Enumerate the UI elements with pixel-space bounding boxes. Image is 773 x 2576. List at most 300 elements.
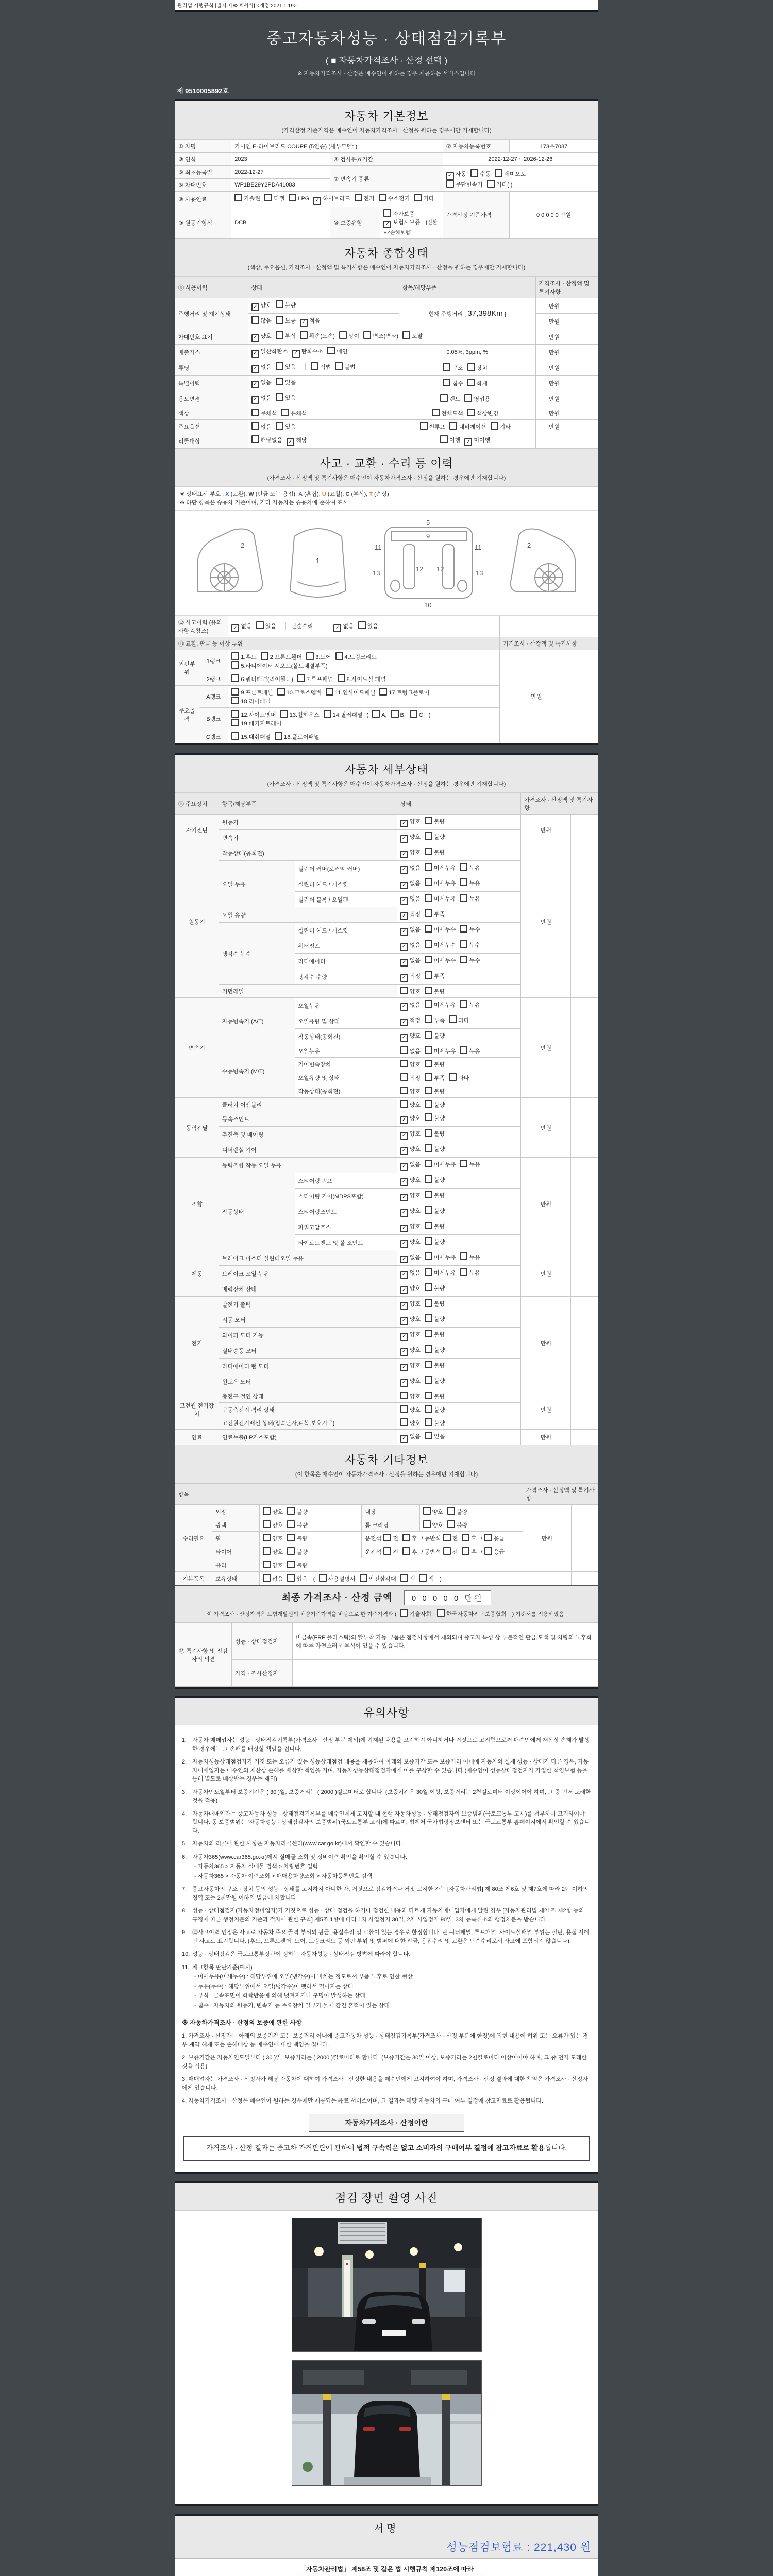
- table-row: 색상 무채색 유채색 전체도색 색상변경 만원: [175, 406, 598, 420]
- checkbox-unchecked[interactable]: [276, 362, 283, 370]
- checkbox-unchecked[interactable]: [400, 987, 408, 994]
- final-price-label: 최종 가격조사 · 산정 금액: [281, 1592, 393, 1603]
- checkbox-unchecked[interactable]: [425, 1376, 432, 1384]
- table-row: B랭크 12.사이드멤버 13.휠하우스 14.필러패널 ( A, B, C ) 19.패키지트레이: [175, 708, 598, 730]
- checkbox-unchecked[interactable]: [231, 688, 239, 696]
- document-header: [175, 12, 598, 99]
- checkbox-unchecked[interactable]: [379, 688, 387, 696]
- checkbox-unchecked[interactable]: [400, 1405, 408, 1413]
- checkbox-checked[interactable]: ✓: [300, 319, 308, 327]
- inspector-opinion-table: [175, 1622, 598, 1687]
- price-notice-item: 3. 매매업자는 가격조사 · 산정자가 해당 자동차에 대하여 가격조사 · 산정한 내용을 매수인에게 고지하여야 하며, 가격조사 · 산정 결과에 대한 책임은 가격조사 · 산정자에게 있습니다.: [182, 2076, 588, 2091]
- checkbox-unchecked[interactable]: [335, 362, 343, 370]
- checkbox-checked[interactable]: ✓: [400, 1034, 408, 1042]
- checkbox-checked[interactable]: ✓: [446, 172, 454, 180]
- table-row: 작동상태 스티어링 펌프 ✓ 양호 불량: [175, 1173, 598, 1189]
- checkbox-unchecked[interactable]: [280, 710, 288, 718]
- checkbox-unchecked[interactable]: [297, 674, 305, 682]
- table-row: 고전원전기배선 상태(접속단자,피복,보호기구) 양호 불량: [175, 1416, 598, 1430]
- checkbox-unchecked[interactable]: [460, 1046, 467, 1054]
- checkbox-checked[interactable]: ✓: [400, 1019, 408, 1026]
- checkbox-checked[interactable]: ✓: [400, 1317, 408, 1325]
- checkbox-checked[interactable]: ✓: [400, 959, 408, 967]
- checkbox-checked[interactable]: ✓: [400, 974, 408, 982]
- checkbox-unchecked[interactable]: [425, 1129, 432, 1137]
- checkbox-unchecked[interactable]: [425, 940, 432, 948]
- checkbox-unchecked[interactable]: [462, 1534, 469, 1541]
- checkbox-unchecked[interactable]: [425, 1299, 432, 1307]
- checkbox-unchecked[interactable]: [263, 1507, 271, 1515]
- checkbox-unchecked[interactable]: [319, 1574, 327, 1582]
- photo-area: [175, 2211, 598, 2504]
- checkbox-unchecked[interactable]: [460, 1268, 467, 1276]
- checkbox-checked[interactable]: ✓: [400, 1147, 408, 1155]
- checkbox-checked[interactable]: ✓: [400, 866, 408, 874]
- checkbox-unchecked[interactable]: [449, 1015, 457, 1023]
- checkbox-unchecked[interactable]: [425, 817, 432, 824]
- checkbox-unchecked[interactable]: [287, 1561, 295, 1568]
- checkbox-unchecked[interactable]: [360, 1574, 367, 1582]
- checkbox-unchecked[interactable]: [400, 1087, 408, 1094]
- vehicle-diagram-area: [175, 511, 598, 616]
- checkbox-unchecked[interactable]: [491, 422, 498, 430]
- table-row: C랭크 15.대쉬패널 16.플로어패널: [175, 730, 598, 743]
- inspection-fee: 성능점검보험료 : 221,430 원: [446, 2541, 591, 2553]
- checkbox-unchecked[interactable]: [440, 394, 448, 402]
- table-row: 라디에이터 팬 모터 ✓ 양호 불량: [175, 1359, 598, 1374]
- checkbox-unchecked[interactable]: [400, 1418, 408, 1426]
- checkbox-unchecked[interactable]: [425, 894, 432, 902]
- checkbox-unchecked[interactable]: [425, 1073, 432, 1081]
- checkbox-checked[interactable]: ✓: [251, 396, 259, 404]
- checkbox-checked[interactable]: ✓: [231, 624, 239, 632]
- notice-item: 4. 자동차매매업자는 중고자동차 성능 · 상태점검기록부를 매수인에게 고지할 때 현행 자동차성능 · 상태점검자의 보증범위(국토교통부 고시)를 첨부하여 고지하여야 합니다. 동 보증범위는 '자동차성능 · 상태점검자의 보증범위'(국토교통부 고시)에 따르며, 법제처 국가법령정보센터 또는 국토교통부 홈페이지에서 확인할 수 있습니다.: [182, 1810, 590, 1834]
- table-row: 변속기 자동변속기 (A/T) 오일누유 ✓ 없음 미세누유 누유 만원: [175, 998, 598, 1013]
- sheet-detail: [175, 753, 598, 1689]
- checkbox-unchecked[interactable]: [460, 894, 467, 902]
- checkbox-checked[interactable]: ✓: [251, 350, 259, 358]
- sheet-sign: [175, 2514, 598, 2576]
- checkbox-unchecked[interactable]: [467, 363, 475, 371]
- checkbox-unchecked[interactable]: [402, 331, 410, 339]
- checkbox-checked[interactable]: ✓: [400, 928, 408, 936]
- checkbox-unchecked[interactable]: [327, 347, 335, 354]
- checkbox-unchecked[interactable]: [276, 393, 283, 401]
- checkbox-unchecked[interactable]: [464, 394, 472, 402]
- checkbox-unchecked[interactable]: [263, 1547, 271, 1555]
- checkbox-unchecked[interactable]: [425, 848, 432, 855]
- checkbox-unchecked[interactable]: [460, 1000, 467, 1008]
- checkbox-unchecked[interactable]: [425, 1087, 432, 1094]
- checkbox-unchecked[interactable]: [231, 652, 239, 660]
- checkbox-checked[interactable]: ✓: [400, 820, 408, 827]
- checkbox-checked[interactable]: ✓: [400, 1240, 408, 1248]
- checkbox-unchecked[interactable]: [311, 362, 318, 370]
- checkbox-unchecked[interactable]: [425, 1330, 432, 1337]
- table-row: 시동 모터 ✓ 양호 불량: [175, 1312, 598, 1328]
- checkbox-unchecked[interactable]: [231, 732, 239, 740]
- checkbox-unchecked[interactable]: [276, 331, 283, 339]
- checkbox-unchecked[interactable]: [281, 409, 289, 416]
- checkbox-unchecked[interactable]: [287, 1520, 295, 1528]
- table-row: ⑤ 최초등록일 2022-12-27 ⑦ 변속기 종류 ✓ 자동 수동 세미오토 무단변속기 기타( ): [175, 166, 598, 179]
- checkbox-unchecked[interactable]: [460, 925, 467, 933]
- checkbox-unchecked[interactable]: [400, 1060, 408, 1067]
- checkbox-unchecked[interactable]: [287, 1507, 295, 1515]
- checkbox-unchecked[interactable]: [425, 863, 432, 871]
- checkbox-unchecked[interactable]: [462, 1547, 469, 1555]
- checkbox-checked[interactable]: ✓: [400, 1286, 408, 1294]
- checkbox-unchecked[interactable]: [447, 1520, 455, 1528]
- checkbox-unchecked[interactable]: [425, 1000, 432, 1008]
- law-confirmation: 「자동차관리법」 제58조 및 같은 법 시행규칙 제120조에 따라: [175, 2559, 598, 2576]
- table-row: 오일 누유 실린더 커버(로커암 커버) ✓ 없음 미세누유 누유: [175, 861, 598, 876]
- checkbox-checked[interactable]: ✓: [400, 1209, 408, 1217]
- checkbox-unchecked[interactable]: [231, 661, 239, 669]
- checkbox-unchecked[interactable]: [460, 1160, 467, 1167]
- checkbox-unchecked[interactable]: [425, 1015, 432, 1023]
- table-row: 용도변경 ✓ 없음 있음 렌트 영업용 만원: [175, 391, 598, 406]
- checkbox-unchecked[interactable]: [425, 1345, 432, 1353]
- table-row: 특별이력 ✓ 없음 있음 침수 화재 만원: [175, 376, 598, 391]
- checkbox-checked[interactable]: ✓: [383, 221, 391, 228]
- checkbox-unchecked[interactable]: [425, 878, 432, 886]
- checkbox-unchecked[interactable]: [263, 1520, 271, 1528]
- checkbox-unchecked[interactable]: [425, 971, 432, 979]
- table-row: 스티어링조인트 ✓ 양호 불량: [175, 1204, 598, 1219]
- checkbox-unchecked[interactable]: [419, 1574, 427, 1582]
- table-row: 워터펌프 ✓ 없음 미세누수 누수: [175, 938, 598, 954]
- form-regulation-note: 관리법 시행규칙 [별지 제82호서식] <개정 2021.1.19>: [175, 0, 598, 12]
- checkbox-unchecked[interactable]: [449, 422, 457, 430]
- checkbox-unchecked[interactable]: [276, 316, 283, 324]
- checkbox-unchecked[interactable]: [487, 180, 495, 188]
- checkbox-checked[interactable]: ✓: [400, 1379, 408, 1387]
- checkbox-unchecked[interactable]: [338, 674, 345, 682]
- checkbox-checked[interactable]: ✓: [400, 835, 408, 843]
- checkbox-unchecked[interactable]: [425, 1405, 432, 1413]
- checkbox-checked[interactable]: ✓: [251, 365, 259, 373]
- checkbox-unchecked[interactable]: [420, 422, 428, 430]
- checkbox-unchecked[interactable]: [425, 925, 432, 933]
- table-row: 파워고압호스 ✓ 양호 불량: [175, 1219, 598, 1235]
- checkbox-unchecked[interactable]: [425, 987, 432, 994]
- checkbox-unchecked[interactable]: [383, 1534, 391, 1541]
- checkbox-unchecked[interactable]: [355, 194, 362, 201]
- table-row: ⑨ 원동기형식 DCB ⑩ 보증유형 자가보증✓ 보험사보증 [신한EZ손해보험]: [175, 207, 598, 239]
- table-row: 실린더 헤드 / 개스킷 ✓ 없음 미세누유 누유: [175, 876, 598, 892]
- checkbox-unchecked[interactable]: [423, 1507, 431, 1515]
- checkbox-unchecked[interactable]: [449, 1073, 457, 1081]
- table-row: 라디에이터 ✓ 없음 미세누수 누수: [175, 954, 598, 969]
- checkbox-unchecked[interactable]: [400, 1392, 408, 1399]
- checkbox-checked[interactable]: ✓: [313, 197, 321, 205]
- checkbox-unchecked[interactable]: [335, 652, 343, 660]
- checkbox-unchecked[interactable]: [425, 1046, 432, 1054]
- checkbox-unchecked[interactable]: [484, 1534, 492, 1541]
- checkbox-unchecked[interactable]: [425, 1113, 432, 1121]
- checkbox-unchecked[interactable]: [263, 1561, 271, 1568]
- sign-band: [175, 2516, 598, 2559]
- checkbox-unchecked[interactable]: [261, 652, 268, 660]
- checkbox-unchecked[interactable]: [425, 832, 432, 840]
- checkbox-unchecked[interactable]: [400, 1046, 408, 1054]
- checkbox-unchecked[interactable]: [425, 909, 432, 917]
- checkbox-unchecked[interactable]: [425, 1361, 432, 1368]
- checkbox-unchecked[interactable]: [443, 1547, 451, 1555]
- checkbox-unchecked[interactable]: [363, 331, 371, 339]
- checkbox-checked[interactable]: ✓: [251, 303, 259, 311]
- final-price-band: [175, 1585, 598, 1622]
- checkbox-unchecked[interactable]: [326, 688, 333, 696]
- vehicle-damage-diagram: [183, 514, 590, 612]
- checkbox-checked[interactable]: ✓: [400, 1225, 408, 1232]
- final-price-note: 이 가격조사 · 산정가격은 보험개발원의 차량기준가액을 바탕으로 한 기준가격과 ( 기술사회, 한국자동차진단보증협회 ) 기준서를 적용하였음: [178, 1609, 595, 1618]
- checkbox-unchecked[interactable]: [425, 1031, 432, 1039]
- checkbox-unchecked[interactable]: [400, 1609, 408, 1617]
- inspection-photo-rear: [292, 2360, 482, 2486]
- checkbox-unchecked[interactable]: [400, 1574, 408, 1582]
- checkbox-unchecked[interactable]: [287, 1574, 295, 1582]
- checkbox-checked[interactable]: ✓: [400, 1163, 408, 1171]
- checkbox-unchecked[interactable]: [400, 1073, 408, 1081]
- checkbox-checked[interactable]: ✓: [333, 624, 341, 632]
- checkbox-checked[interactable]: ✓: [400, 1435, 408, 1443]
- checkbox-checked[interactable]: ✓: [400, 912, 408, 920]
- checkbox-unchecked[interactable]: [231, 710, 239, 718]
- table-row: 전기 발전기 출력 ✓ 양호 불량 만원: [175, 1297, 598, 1312]
- table-row: 원동기 작동상태(공회전) ✓ 양호 불량 만원: [175, 845, 598, 861]
- checkbox-checked[interactable]: ✓: [400, 1194, 408, 1201]
- checkbox-unchecked[interactable]: [425, 1100, 432, 1108]
- checkbox-unchecked[interactable]: [277, 688, 285, 696]
- checkbox-unchecked[interactable]: [446, 180, 454, 188]
- checkbox-unchecked[interactable]: [372, 710, 380, 718]
- checkbox-unchecked[interactable]: [425, 1268, 432, 1276]
- checkbox-unchecked[interactable]: [402, 1534, 410, 1541]
- checkbox-unchecked[interactable]: [324, 710, 331, 718]
- checkbox-unchecked[interactable]: [443, 1534, 451, 1541]
- table-row: 수동변속기 (M/T) 오일누유 없음 미세누유 누유: [175, 1044, 598, 1058]
- damage-code: C: [345, 491, 350, 497]
- table-row: ① 차명 카이엔 E-하이브리드 COUPE (5인승) (세부모델: ) ② 자동차등록번호 173우7087: [175, 140, 598, 153]
- checkbox-unchecked[interactable]: [339, 331, 347, 339]
- notice-item: 8. 성능 · 상태점검자(자동차정비업자)가 거짓으로 성능 · 상태 점검을 하거나 점검한 내용과 다르게 자동차매매업자에게 알린 경우 [자동차관리법 제21조 제2항 등의 규정에 따른 행정처분의 기준과 절차에 관한 규칙] 제5조 1항에 따라 1차 사업정지 30일, 2차 사업정지 90일, 3차 등록취소의 행정처분을 받습니다.: [182, 1908, 584, 1923]
- notice-items: [182, 1736, 591, 2010]
- checkbox-unchecked[interactable]: [425, 1237, 432, 1245]
- table-row: 많음 보통 ✓ 적음 만원: [175, 314, 598, 329]
- table-row: 추진축 및 베어링 ✓ 양호 불량: [175, 1127, 598, 1142]
- table-row: 동력전달 클러치 어셈블리 양호 불량 만원: [175, 1098, 598, 1111]
- page-title: 중고자동차성능 · 상태점검기록부: [266, 30, 507, 47]
- checkbox-checked[interactable]: ✓: [400, 1271, 408, 1279]
- checkbox-checked[interactable]: ✓: [400, 1116, 408, 1124]
- checkbox-unchecked[interactable]: [484, 1547, 492, 1555]
- checkbox-checked[interactable]: ✓: [251, 381, 259, 388]
- checkbox-checked[interactable]: ✓: [400, 851, 408, 858]
- checkbox-unchecked[interactable]: [425, 1222, 432, 1229]
- checkbox-unchecked[interactable]: [276, 378, 283, 385]
- table-row: 브레이크 오일 누유 ✓ 없음 미세누유 누유: [175, 1266, 598, 1281]
- diagram-number: 13: [476, 569, 483, 577]
- checkbox-unchecked[interactable]: [287, 1547, 295, 1555]
- section-basic-title: 자동차 기본정보 (가격산정 기준가격은 매수인이 자동차가격조사 · 산정을 원하는 경우에만 기재합니다): [175, 101, 598, 140]
- checkbox-checked[interactable]: ✓: [400, 1348, 408, 1356]
- diagram-number: 2: [241, 541, 245, 549]
- table-row: 오일 유량 ✓ 적정 부족: [175, 907, 598, 923]
- checkbox-unchecked[interactable]: [425, 1175, 432, 1183]
- checkbox-unchecked[interactable]: [447, 1507, 455, 1515]
- damage-code: X: [225, 491, 229, 497]
- checkbox-unchecked[interactable]: [414, 194, 422, 201]
- checkbox-unchecked[interactable]: [460, 863, 467, 871]
- table-row: 고전원 전기장치 충전구 절연 상태 양호 불량 만원: [175, 1389, 598, 1403]
- price-notice-title: ※ 자동차가격조사 · 산정의 보증에 관한 사항: [182, 2019, 302, 2026]
- checkbox-unchecked[interactable]: [440, 435, 448, 443]
- checkbox-unchecked[interactable]: [467, 379, 475, 386]
- damage-code-legend: ※ 상태표시 부호 : X (교환), W (판금 또는 용접), A (흠집), U (요철), C (부식), T (손상) ※ 하단 항목은 승용차 기준이며, 기타 자동차는 승용차에 준하여 표시: [175, 487, 598, 511]
- checkbox-unchecked[interactable]: [251, 435, 259, 443]
- table-row: 오일유량 및 상태 적정 부족 과다: [175, 1071, 598, 1084]
- checkbox-unchecked[interactable]: [410, 710, 417, 718]
- checkbox-unchecked[interactable]: [467, 409, 475, 416]
- checkbox-unchecked[interactable]: [425, 1060, 432, 1067]
- table-row: ⑧ 사용연료 가솔린 디젤 LPG ✓ 하이브리드 전기 수소전기 기타 가격산정 기준가격 0 0 0 0 0 만원: [175, 192, 598, 207]
- checkbox-unchecked[interactable]: [231, 697, 239, 704]
- checkbox-checked[interactable]: ✓: [292, 350, 300, 358]
- checkbox-unchecked[interactable]: [231, 719, 239, 726]
- checkbox-unchecked[interactable]: [470, 169, 478, 177]
- checkbox-unchecked[interactable]: [276, 300, 283, 308]
- checkbox-unchecked[interactable]: [460, 956, 467, 963]
- checkbox-unchecked[interactable]: [379, 194, 386, 201]
- checkbox-checked[interactable]: ✓: [400, 1333, 408, 1341]
- table-row: 등속조인트 ✓ 양호 불량: [175, 1111, 598, 1127]
- checkbox-unchecked[interactable]: [300, 331, 308, 339]
- detail-state-table: [175, 793, 598, 1445]
- checkbox-unchecked[interactable]: [251, 409, 259, 416]
- checkbox-unchecked[interactable]: [443, 379, 450, 386]
- checkbox-unchecked[interactable]: [425, 956, 432, 963]
- checkbox-unchecked[interactable]: [425, 1432, 432, 1439]
- checkbox-unchecked[interactable]: [383, 1547, 391, 1555]
- table-row: ⑪ 사용이력 상태 항목/해당부품 가격조사 · 산정액 및 특기사항: [175, 277, 598, 298]
- checkbox-unchecked[interactable]: [425, 1283, 432, 1291]
- checkbox-checked[interactable]: ✓: [400, 1178, 408, 1186]
- page-subtitle: ( ■ 자동차가격조사 · 산정 선택 ): [325, 56, 448, 65]
- checkbox-checked[interactable]: ✓: [400, 1003, 408, 1011]
- checkbox-unchecked[interactable]: [425, 1191, 432, 1198]
- checkbox-unchecked[interactable]: [402, 1547, 410, 1555]
- checkbox-unchecked[interactable]: [425, 1206, 432, 1214]
- damage-code: U: [322, 491, 326, 497]
- table-row: 배출가스 ✓ 일산화탄소 ✓ 탄화수소 매연 0.05%, 3ppm, % 만원: [175, 345, 598, 360]
- service-note: ※ 자동차가격조사 · 산정은 매수인이 원하는 경우 제공하는 서비스입니다: [297, 71, 476, 77]
- sheet-photos: [175, 2181, 598, 2506]
- checkbox-unchecked[interactable]: [400, 1100, 408, 1108]
- checkbox-unchecked[interactable]: [358, 621, 366, 629]
- diagram-number: 10: [424, 601, 432, 609]
- checkbox-unchecked[interactable]: [256, 621, 264, 629]
- checkbox-unchecked[interactable]: [287, 1534, 295, 1541]
- table-row: 구동축전지 격리 상태 양호 불량: [175, 1403, 598, 1416]
- checkbox-unchecked[interactable]: [263, 1574, 271, 1582]
- table-row: 광택 양호 불량 룸 크리닝 양호 불량: [175, 1518, 598, 1532]
- checkbox-unchecked[interactable]: [460, 1252, 467, 1260]
- price-notice-item: 4. 자동차가격조사 · 산정은 매수인이 원하는 경우에만 제공되는 유료 서비스이며, 그 결과는 해당 자동차의 구매 여부 결정에 참고자료로 활용됩니다.: [182, 2098, 543, 2104]
- basic-info-table: [175, 140, 598, 239]
- checkbox-unchecked[interactable]: [391, 710, 399, 718]
- table-row: 타이로드엔드 및 볼 조인트 ✓ 양호 불량: [175, 1235, 598, 1250]
- checkbox-checked[interactable]: ✓: [287, 438, 294, 446]
- table-row: 와이퍼 모터 기능 ✓ 양호 불량: [175, 1328, 598, 1343]
- checkbox-checked[interactable]: ✓: [464, 438, 472, 446]
- table-row: 기본품목 보유상태 없음 있음 ( 사용설명서 안전삼각대 잭 잭 ): [175, 1572, 598, 1585]
- checkbox-checked[interactable]: ✓: [251, 334, 259, 342]
- checkbox-unchecked[interactable]: [443, 363, 450, 371]
- table-row: 주행거리 및 계기상태 ✓ 양호 불량 현재 주행거리 [ 37,398Km ] 만원: [175, 298, 598, 314]
- price-notice-item: 2. 보증기간은 자동차인도일부터 ( 30 )일, 보증거리는 ( 2000 )킬로미터로 합니다. (보증기간은 30일 이상, 보증거리는 2천킬로미터 이상이어야 하며, 그 중 먼저 도래한 것을 적용): [182, 2055, 587, 2070]
- inspection-photo-front: [292, 2218, 482, 2352]
- checkbox-unchecked[interactable]: [264, 194, 272, 201]
- notice-item: 10. 성능 · 상태점검은 국토교통부장관이 정하는 자동차성능 · 상태점검 방법에 따라야 합니다.: [182, 1951, 411, 1957]
- checkbox-checked[interactable]: ✓: [400, 1364, 408, 1371]
- table-row: 제동 브레이크 마스터 실린더오일 누유 ✓ 없음 미세누유 누유 만원: [175, 1250, 598, 1266]
- checkbox-unchecked[interactable]: [425, 1392, 432, 1399]
- table-row: 타이어 양호 불량 운전석 전 후 / 동반석 전 후 / 응급: [175, 1545, 598, 1558]
- checkbox-unchecked[interactable]: [251, 422, 259, 430]
- table-row: 스티어링 기어(MDPS포함) ✓ 양호 불량: [175, 1189, 598, 1204]
- checkbox-checked[interactable]: ✓: [400, 1302, 408, 1310]
- checkbox-unchecked[interactable]: [432, 409, 440, 416]
- checkbox-unchecked[interactable]: [425, 1144, 432, 1152]
- checkbox-unchecked[interactable]: [425, 1314, 432, 1322]
- price-notice-item: 1. 가격조사 · 산정자는 아래의 보증기간 또는 보증거리 이내에 중고자동차 성능 · 상태점검기록부(가격조사 · 산정 부분에 한정)에 적힌 내용에 허위 또는 오류가 있는 경우 계약 해제 또는 손해배상 등 매수인에 대한 책임을 집니다.: [182, 2033, 589, 2048]
- checkbox-unchecked[interactable]: [383, 209, 391, 217]
- notice-item: 7. 중고자동차의 구조 · 장치 등의 성능 · 상태를 고지하지 아니한 자, 거짓으로 점검하거나 거짓 고지한 자는 [자동차관리법] 제 80조 제6호 및 제7호에 따라 2년 이하의 징역 또는 2천만원 이하의 벌금에 처합니다.: [182, 1886, 589, 1901]
- table-row: 냉각수 누수 실린더 헤드 / 개스킷 ✓ 없음 미세누수 누수: [175, 923, 598, 938]
- checkbox-checked[interactable]: ✓: [400, 943, 408, 951]
- checkbox-checked[interactable]: ✓: [400, 897, 408, 905]
- checkbox-unchecked[interactable]: [423, 1520, 431, 1528]
- checkbox-unchecked[interactable]: [276, 422, 283, 430]
- checkbox-unchecked[interactable]: [289, 194, 296, 201]
- checkbox-unchecked[interactable]: [306, 652, 314, 660]
- checkbox-checked[interactable]: ✓: [400, 1256, 408, 1263]
- checkbox-unchecked[interactable]: [263, 1534, 271, 1541]
- diagram-number: 9: [426, 532, 430, 540]
- damage-code: A: [298, 491, 303, 497]
- table-row: 자기진단 원동기 ✓ 양호 불량 만원: [175, 815, 598, 830]
- checkbox-unchecked[interactable]: [437, 1609, 445, 1617]
- table-row: 휠 양호 불량 운전석 전 후 / 동반석 전 후 / 응급: [175, 1532, 598, 1545]
- checkbox-unchecked[interactable]: [460, 940, 467, 948]
- checkbox-unchecked[interactable]: [231, 674, 239, 682]
- checkbox-unchecked[interactable]: [425, 1252, 432, 1260]
- table-row: 외판부위 1랭크 1.후드 2.프론트휀더 3.도어 4.트렁크리드 5.라디에이터 서포트(볼트체결부품) 만원: [175, 650, 598, 672]
- checkbox-unchecked[interactable]: [251, 316, 259, 324]
- checkbox-unchecked[interactable]: [275, 732, 282, 740]
- checkbox-checked[interactable]: ✓: [400, 882, 408, 889]
- checkbox-unchecked[interactable]: [460, 878, 467, 886]
- checkbox-unchecked[interactable]: [495, 169, 502, 177]
- table-row: 디퍼렌셜 기어 ✓ 양호 불량: [175, 1142, 598, 1158]
- section-notice-title: 유의사항: [175, 1698, 598, 1725]
- checkbox-checked[interactable]: ✓: [400, 1132, 408, 1140]
- checkbox-unchecked[interactable]: [425, 1418, 432, 1426]
- checkbox-unchecked[interactable]: [234, 194, 242, 201]
- checkbox-unchecked[interactable]: [425, 1160, 432, 1167]
